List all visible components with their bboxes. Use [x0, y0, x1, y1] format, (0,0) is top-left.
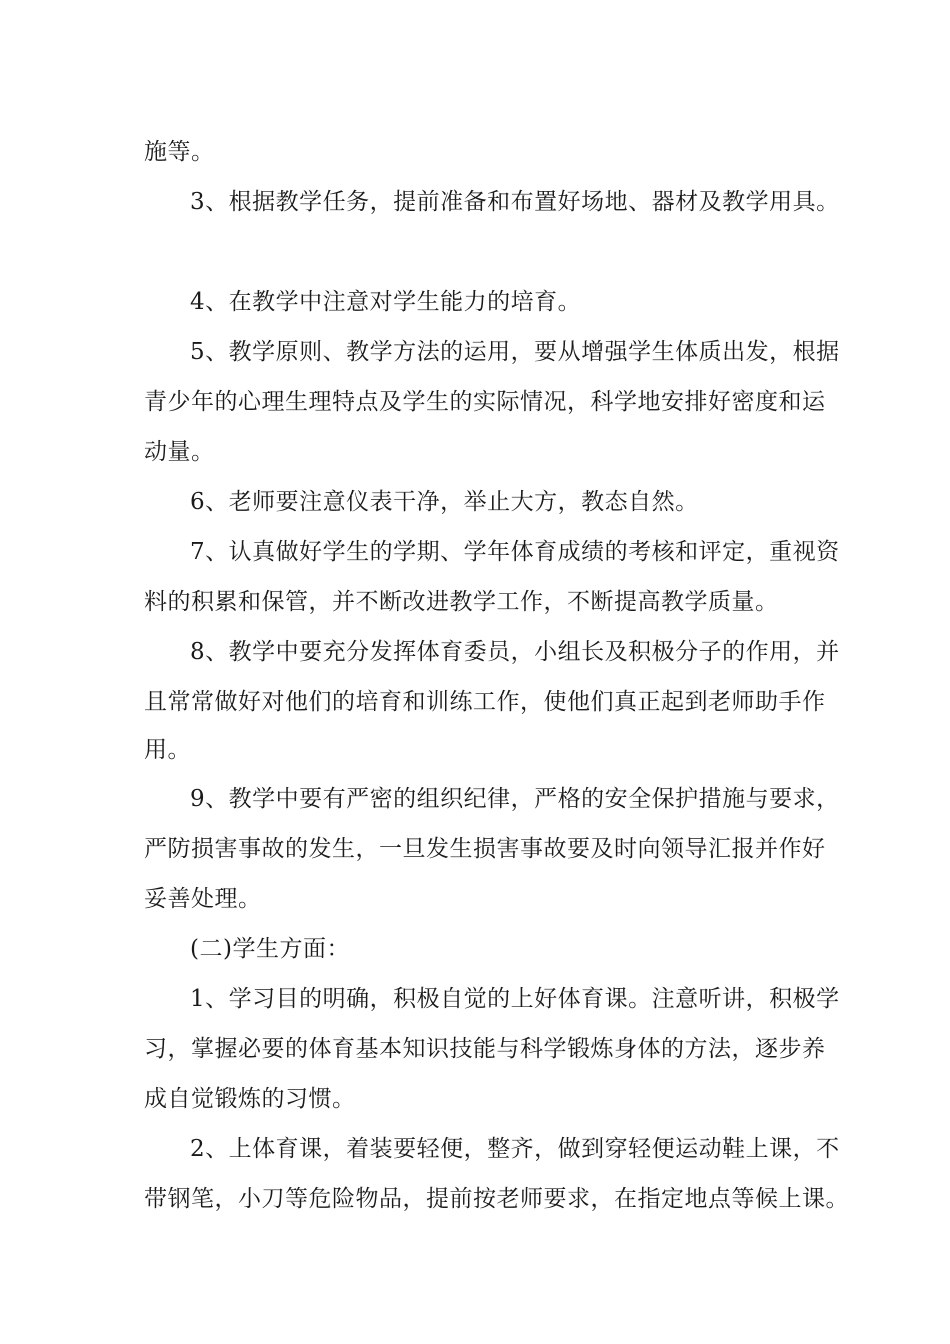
- text-line: 施等。: [144, 139, 215, 165]
- text-line: 2、上体育课，着装要轻便，整齐，做到穿轻便运动鞋上课，不: [190, 1136, 840, 1162]
- text-line: 1、学习目的明确，积极自觉的上好体育课。注意听讲，积极学: [190, 986, 840, 1012]
- text-line: 妥善处理。: [144, 886, 262, 912]
- text-line: 用。: [144, 737, 191, 763]
- text-line: 动量。: [144, 439, 215, 465]
- text-line: 9、教学中要有严密的组织纪律，严格的安全保护措施与要求，: [190, 786, 840, 812]
- text-line: 5、教学原则、教学方法的运用，要从增强学生体质出发，根据: [190, 339, 840, 365]
- text-line: 习，掌握必要的体育基本知识技能与科学锻炼身体的方法，逐步养: [144, 1036, 826, 1062]
- text-line: 且常常做好对他们的培育和训练工作，使他们真正起到老师助手作: [144, 689, 826, 715]
- text-line: 料的积累和保管，并不断改进教学工作，不断提高教学质量。: [144, 589, 779, 615]
- text-line: 8、教学中要充分发挥体育委员，小组长及积极分子的作用，并: [190, 639, 840, 665]
- section-heading: (二)学生方面：: [190, 936, 350, 962]
- text-line: 6、老师要注意仪表干净，举止大方，教态自然。: [190, 489, 699, 515]
- text-line: 带钢笔，小刀等危险物品，提前按老师要求，在指定地点等候上课。: [144, 1186, 849, 1212]
- text-line: 严防损害事故的发生，一旦发生损害事故要及时向领导汇报并作好: [144, 836, 826, 862]
- text-line: 7、认真做好学生的学期、学年体育成绩的考核和评定，重视资: [190, 539, 840, 565]
- text-line: 青少年的心理生理特点及学生的实际情况，科学地安排好密度和运: [144, 389, 826, 415]
- text-line: 3、根据教学任务，提前准备和布置好场地、器材及教学用具。: [190, 189, 840, 215]
- text-line: 4、在教学中注意对学生能力的培育。: [190, 289, 582, 315]
- text-line: 成自觉锻炼的习惯。: [144, 1086, 356, 1112]
